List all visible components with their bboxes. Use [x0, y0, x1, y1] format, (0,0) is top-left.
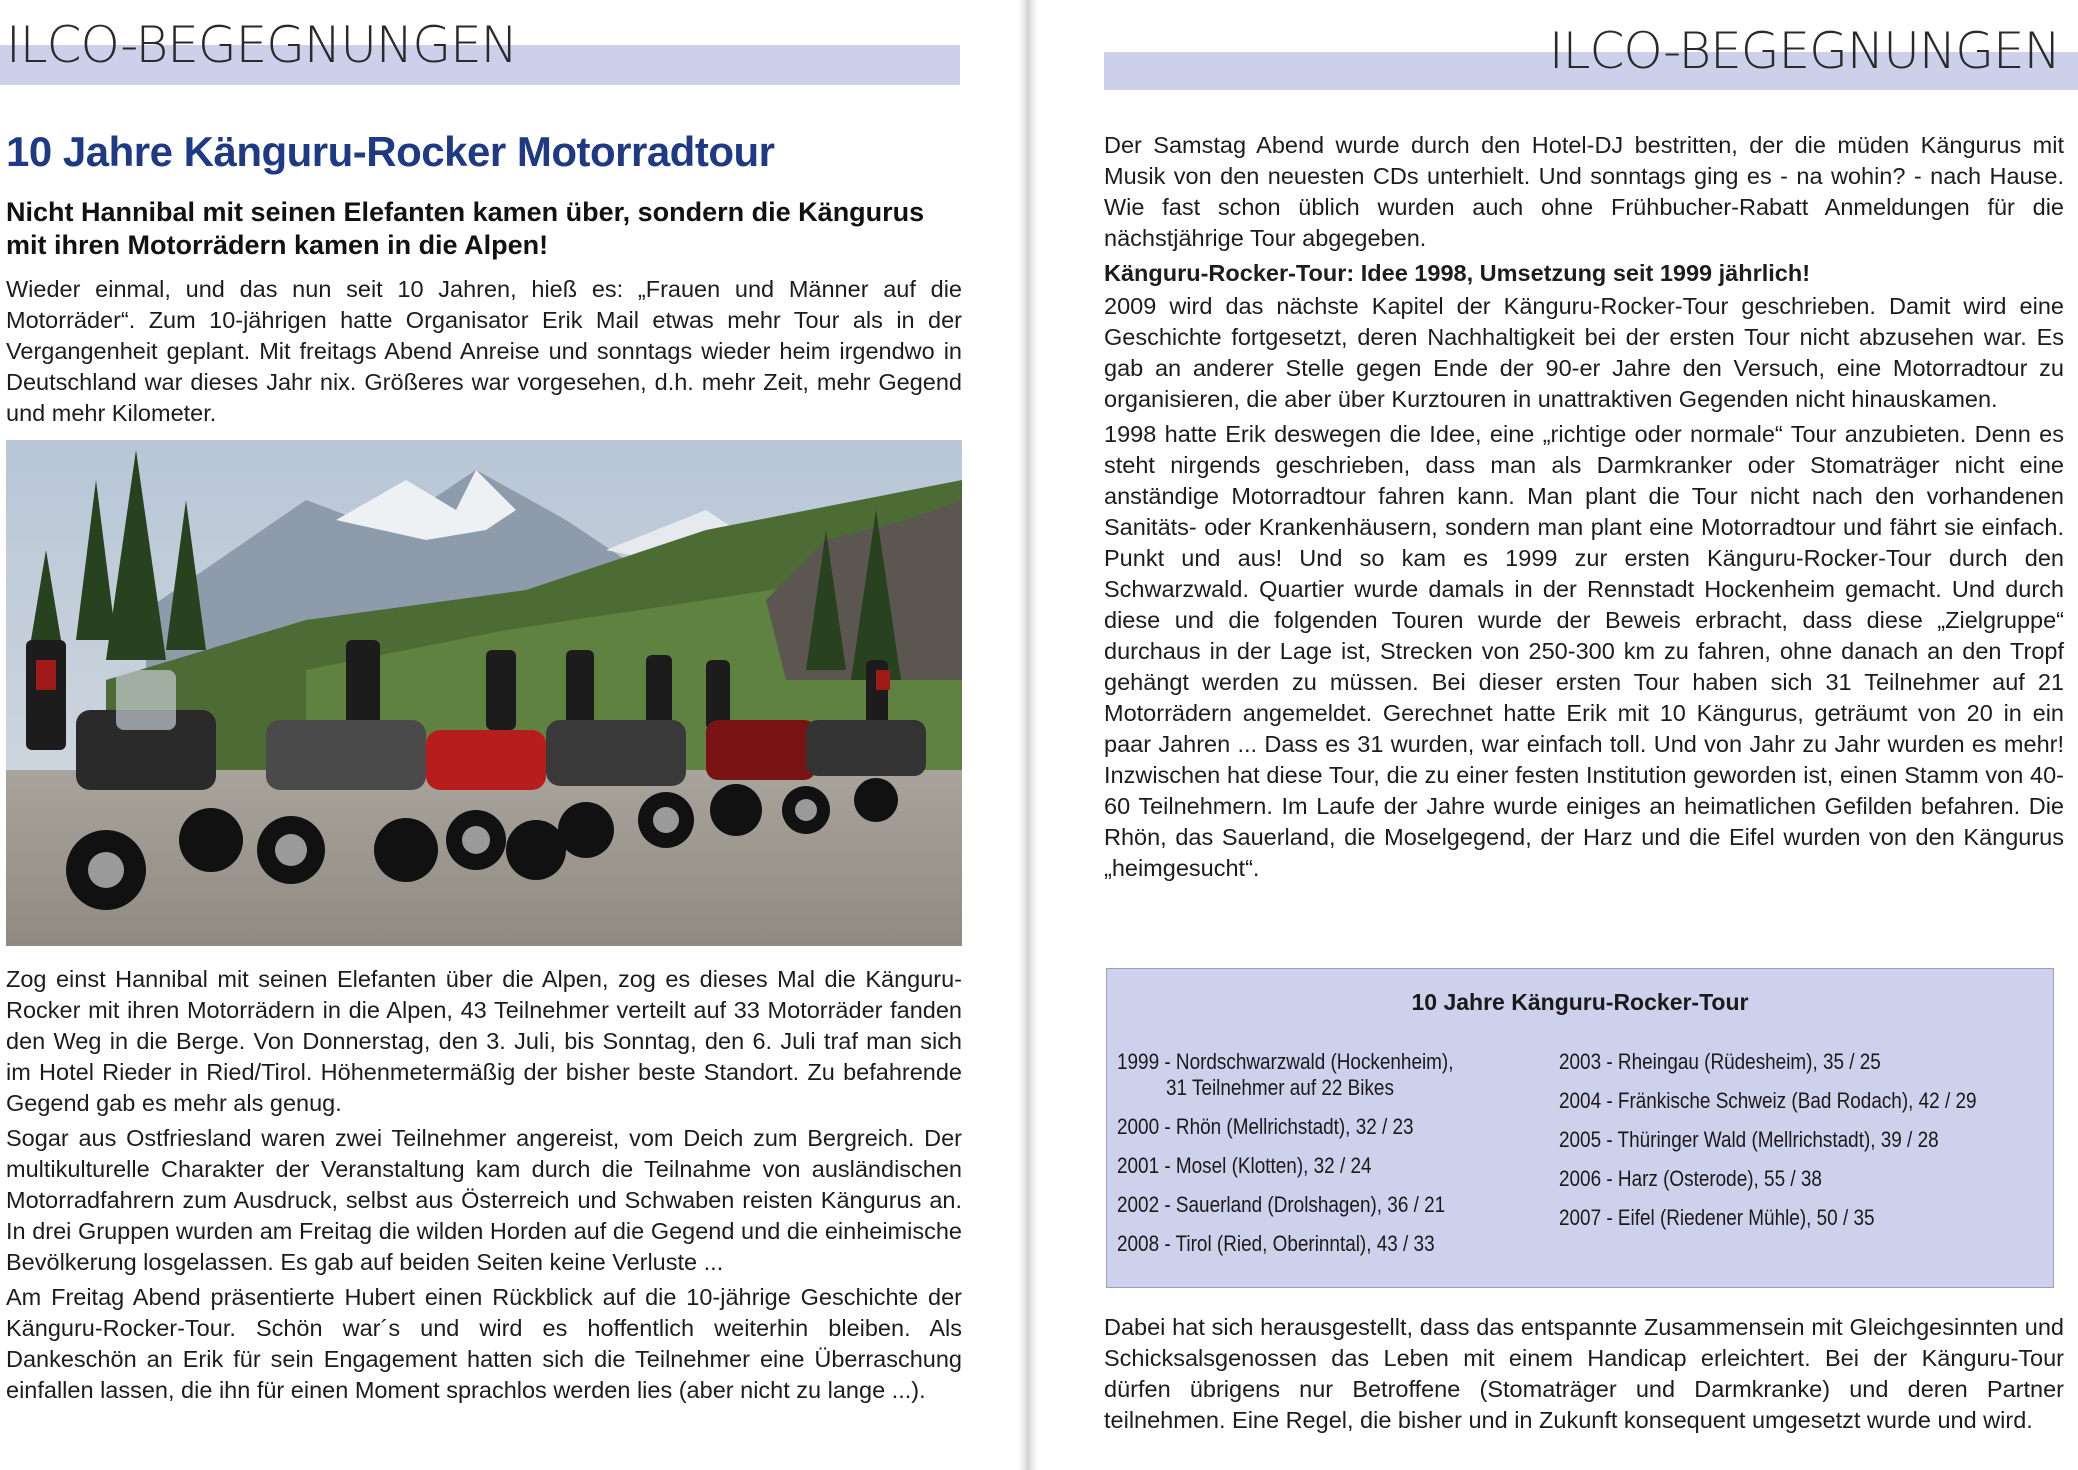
section-header-left	[0, 0, 1018, 90]
tour-entry	[1117, 1114, 1453, 1140]
page-gutter	[1018, 0, 1038, 1470]
left-page	[0, 0, 1018, 1470]
right-body-text	[1104, 130, 2064, 888]
tour-entry	[1117, 1153, 1453, 1179]
tour-entry	[1117, 1049, 1453, 1101]
body-paragraph: Sogar aus Ostfriesland waren zwei Teilnehmer angereist, vom Deich zum Bergreich. Der multikulturelle Charakter der Veranstaltung kam durch die Teilnahme von ausländischen Motorradfahrern zum Ausdruck, selbst aus Österreich und Schwaben reisten Kängurus an. In drei Gruppen wurden am Freitag die wilden Horden auf die Gegend und die einheimische Bevölkerung losgelassen. Es gab auf beiden Seiten keine Verluste ...	[6, 1125, 962, 1275]
section-label: ILCO-BEGEGNUNGEN	[6, 16, 518, 74]
tour-list-right	[1559, 1049, 1977, 1244]
body-paragraph: Dabei hat sich herausgestellt, dass das entspannte Zusammensein mit Gleichgesinnten und Schicksalsgenossen das Leben mit einem Handicap erleichtert. Bei der Känguru-Tour dürfen übrigens nur Betroffene (Stomaträger und Darmkranke) und deren Partner teilnehmen. Eine Regel, die bisher und in Zukunft konsequent umgesetzt wurde und wird.	[1104, 1314, 2064, 1433]
section-subheading: Känguru-Rocker-Tour: Idee 1998, Umsetzung seit 1999 jährlich!	[1104, 260, 1811, 286]
tour-entry: 2004 - Fränkische Schweiz (Bad Rodach), 42 / 29	[1559, 1088, 1977, 1113]
tour-entry: 2007 - Eifel (Riedener Mühle), 50 / 35	[1559, 1205, 1875, 1230]
body-paragraph: 1998 hatte Erik deswegen die Idee, eine „richtige oder normale“ Tour anzubieten. Denn es steht nirgends geschrieben, dass man als Darmkranker oder Stomaträger nicht eine anständige Motorradtour fahren kann. Man plant die Tour nicht nach den vorhandenen Sanitäts- oder Krankenhäusern, sondern man plant eine Motorradtour und fährt sie einfach. Punkt und aus! Und so kam es 1999 zur ersten Känguru-Rocker-Tour durch den Schwarzwald. Quartier wurde damals in der Rennstadt Hockenheim gemacht. Und durch diese und die folgenden Touren wurde der Beweis erbracht, dass diese „Zielgruppe“ durchaus in der Lage ist, Strecken von 250-300 km zu fahren, ohne danach an den Tropf gehängt werden zu müssen. Bei dieser ersten Tour haben sich 31 Teilnehmer auf 21 Motorrädern angemeldet. Gerechnet hatte Erik mit 10 Kängurus, geträumt von 20 in ein paar Jahren ... Dass es 31 wurden, war einfach toll. Und von Jahr zu Jahr wurden es mehr! Inzwischen hat diese Tour, die zu einer festen Institution geworden ist, einen Stamm von 40-60 Teilnehmern. Im Laufe der Jahre wurde einiges an heimatlichen Gefilden befahren. Die Rhön, das Sauerland, die Moselgegend, der Harz und die Eifel wurden von den Kängurus „heimgesucht“.	[1104, 421, 2064, 881]
tour-entry-text: 2000 - Rhön (Mellrichstadt), 32 / 23	[1117, 1114, 1414, 1139]
intro-text	[6, 274, 962, 433]
tour-entry-detail: 31 Teilnehmer auf 22 Bikes	[1166, 1075, 1394, 1100]
tour-list-left	[1117, 1049, 1453, 1270]
body-paragraph: 2009 wird das nächste Kapitel der Känguru-Rocker-Tour geschrieben. Damit wird eine Geschichte fortgesetzt, deren Nachhaltigkeit bei der ersten Tour nicht abzusehen war. Es gab an anderer Stelle gegen Ende der 90-er Jahre den Versuch, eine Motorradtour zu organisieren, die aber über Kurztouren in unattraktiven Gegenden nicht hinauskamen.	[1104, 293, 2064, 412]
group-photo	[6, 440, 962, 946]
tour-entry	[1117, 1231, 1453, 1257]
tour-entry-text: 2008 - Tirol (Ried, Oberinntal), 43 / 33	[1117, 1231, 1435, 1256]
right-page	[1038, 0, 2078, 1470]
group-photo-illustration	[6, 440, 962, 946]
tour-box-title: 10 Jahre Känguru-Rocker-Tour	[1411, 989, 1749, 1015]
intro-paragraph: Wieder einmal, und das nun seit 10 Jahren, hieß es: „Frauen und Männer auf die Motorräder“. Zum 10-jährigen hatte Organisator Erik Mail etwas mehr Tour als in der Vergangenheit geplant. Mit freitags Abend Anreise und sonntags wieder heim irgendwo in Deutschland war dieses Jahr nix. Größeres war vorgesehen, d.h. mehr Zeit, mehr Gegend und mehr Kilometer.	[6, 276, 962, 426]
body-paragraph: Der Samstag Abend wurde durch den Hotel-DJ bestritten, der die müden Kängurus mit Musik von den neuesten CDs unterhielt. Und sonntags ging es - na wohin? - nach Hause. Wie fast schon üblich wurden auch ohne Frühbucher-Rabatt Anmeldungen für die nächstjährige Tour abgegeben.	[1104, 132, 2064, 251]
body-paragraph: Zog einst Hannibal mit seinen Elefanten über die Alpen, zog es dieses Mal die Känguru-Rocker mit ihren Motorrädern in die Alpen, 43 Teilnehmer verteilt auf 33 Motorräder fanden den Weg in die Berge. Von Donnerstag, den 3. Juli, bis Sonntag, den 6. Juli traf man sich im Hotel Rieder in Ried/Tirol. Höhenmetermäßig der bisher beste Standort. Zu befahrende Gegend gab es mehr als genug.	[6, 966, 962, 1116]
closing-text	[1104, 1312, 2064, 1440]
tour-entry-text: 2002 - Sauerland (Drolshagen), 36 / 21	[1117, 1192, 1446, 1217]
tour-entry-text: 2001 - Mosel (Klotten), 32 / 24	[1117, 1153, 1372, 1178]
tour-entry: 2006 - Harz (Osterode), 55 / 38	[1559, 1166, 1822, 1191]
section-header-right	[1038, 0, 2078, 90]
article-title: 10 Jahre Känguru-Rocker Motorradtour	[6, 128, 775, 175]
tour-entry	[1117, 1192, 1453, 1218]
left-body-text	[6, 964, 962, 1410]
tour-history-box	[1106, 968, 2054, 1288]
body-paragraph: Am Freitag Abend präsentierte Hubert einen Rückblick auf die 10-jährige Geschichte der Känguru-Rocker-Tour. Schön war´s und wird es hoffentlich weiterhin bleiben. Als Dankeschön an Erik für sein Engagement hatten sich die Teilnehmer eine Überraschung einfallen lassen, die ihn für einen Moment sprachlos werden lies (aber nicht zu lange ...).	[6, 1284, 962, 1403]
tour-entry: 2005 - Thüringer Wald (Mellrichstadt), 39 / 28	[1559, 1127, 1939, 1152]
tour-entry-text: 1999 - Nordschwarzwald (Hockenheim),	[1117, 1049, 1454, 1074]
section-label: ILCO-BEGEGNUNGEN	[1548, 22, 2060, 80]
article-subtitle: Nicht Hannibal mit seinen Elefanten kamen über, sondern die Kängurus mit ihren Motorrädern kamen in die Alpen!	[6, 197, 925, 260]
tour-entry: 2003 - Rheingau (Rüdesheim), 35 / 25	[1559, 1049, 1881, 1074]
